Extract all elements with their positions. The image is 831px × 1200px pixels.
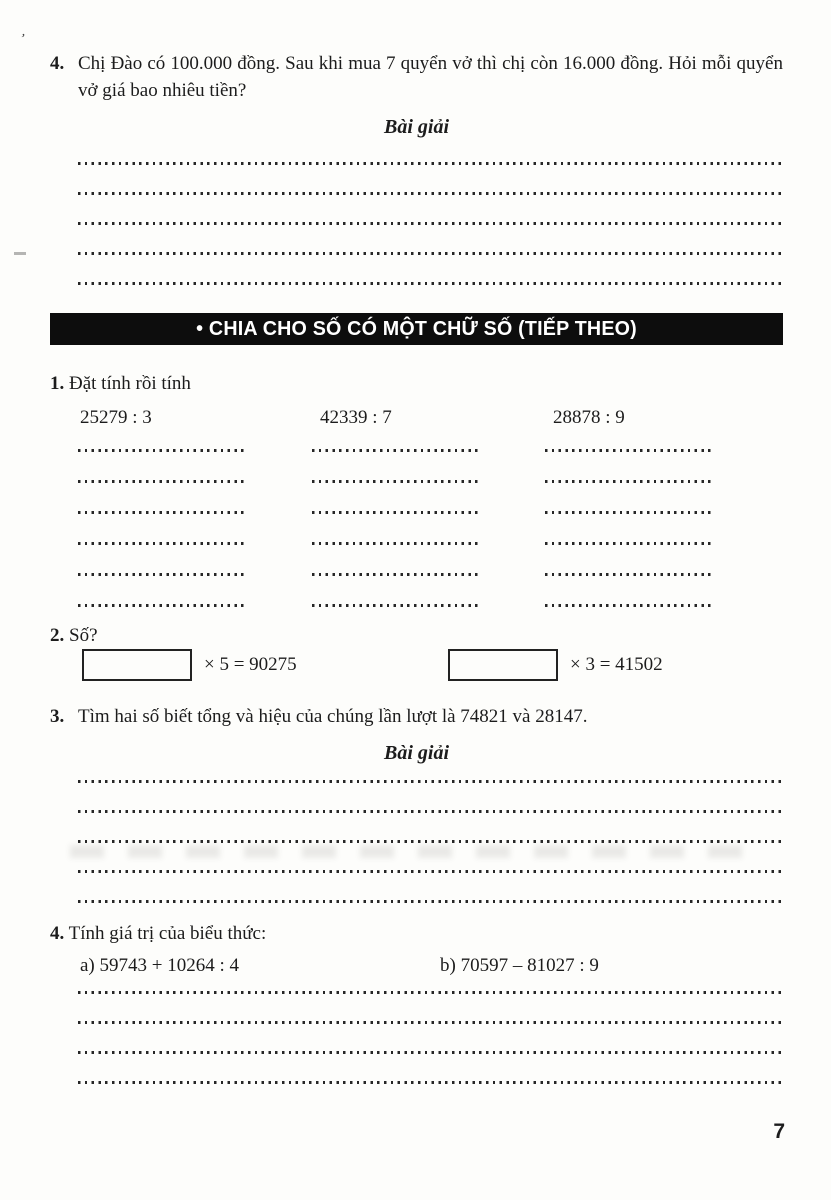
- answer-line: [78, 222, 783, 225]
- problem-text: Tìm hai số biết tổng và hiệu của chúng lần lượt là 74821 và 28147.: [78, 706, 588, 727]
- word-problem-4: [50, 50, 783, 104]
- answer-line: [78, 1021, 783, 1024]
- exercise-2-heading: [50, 623, 783, 649]
- answer-line: [78, 870, 783, 873]
- exercise-number: 1.: [50, 373, 65, 394]
- answer-line: [78, 1051, 783, 1054]
- exercise-instruction: Đặt tính rồi tính: [69, 373, 191, 394]
- problem-number: 3.: [50, 706, 65, 727]
- page-number: 7: [773, 1120, 785, 1143]
- answer-line: [78, 252, 783, 255]
- scan-dash-artifact: [14, 252, 26, 255]
- problem-number: 4.: [50, 53, 65, 74]
- answer-line: [78, 282, 783, 285]
- exercise-1-problems: [80, 405, 783, 431]
- answer-line: [78, 810, 783, 813]
- answer-box: [448, 649, 558, 681]
- answer-line: [78, 1081, 783, 1084]
- word-problem-3: [50, 703, 783, 730]
- equation: [448, 649, 663, 681]
- answer-line: [78, 480, 246, 483]
- answer-line-row: [78, 511, 713, 514]
- answer-lines-exercise-1: [78, 449, 713, 607]
- answer-line: [312, 511, 480, 514]
- exercise-number: 4.: [50, 923, 65, 944]
- answer-line: [78, 840, 783, 843]
- division-problem: 42339 : 7: [320, 407, 392, 428]
- answer-line: [312, 542, 480, 545]
- answer-lines-exercise-3: [78, 780, 783, 903]
- division-problem: 28878 : 9: [553, 407, 625, 428]
- answer-line: [78, 991, 783, 994]
- expression-part: a) 59743 + 10264 : 4: [80, 955, 240, 976]
- answer-line: [78, 192, 783, 195]
- answer-line-row: [78, 573, 713, 576]
- answer-line: [545, 573, 713, 576]
- answer-line-row: [78, 480, 713, 483]
- answer-line: [312, 449, 480, 452]
- answer-line: [78, 780, 783, 783]
- expression-part: b) 70597 – 81027 : 9: [440, 955, 599, 976]
- answer-line: [545, 604, 713, 607]
- answer-line: [312, 573, 480, 576]
- exercise-1-heading: [50, 371, 783, 397]
- answer-lines-intro: [78, 162, 783, 285]
- equation-text: × 5 = 90275: [204, 654, 297, 675]
- answer-line-row: [78, 449, 713, 452]
- section-banner: [50, 313, 783, 345]
- answer-line: [78, 162, 783, 165]
- page-content: [50, 50, 783, 1084]
- answer-box: [82, 649, 192, 681]
- answer-line: [545, 480, 713, 483]
- exercise-instruction: Tính giá trị của biểu thức:: [68, 923, 267, 944]
- answer-line: [78, 900, 783, 903]
- scan-speck-artifact: ’: [18, 31, 27, 48]
- answer-line: [545, 511, 713, 514]
- exercise-instruction: Số?: [69, 625, 98, 646]
- answer-line: [545, 449, 713, 452]
- exercise-2-equations: [50, 649, 783, 687]
- section-title: • CHIA CHO SỐ CÓ MỘT CHỮ SỐ (TIẾP THEO): [196, 317, 637, 340]
- answer-line-row: [78, 542, 713, 545]
- answer-line: [78, 449, 246, 452]
- answer-line: [78, 511, 246, 514]
- answer-line: [312, 604, 480, 607]
- solution-heading: Bài giải: [383, 742, 449, 764]
- division-problem: 25279 : 3: [80, 407, 152, 428]
- exercise-number: 2.: [50, 625, 65, 646]
- exercise-4-heading: [50, 921, 783, 947]
- exercise-4-parts: [80, 953, 783, 979]
- answer-line: [78, 542, 246, 545]
- problem-text: Chị Đào có 100.000 đồng. Sau khi mua 7 quyển vở thì chị còn 16.000 đồng. Hỏi mỗi quyển vở giá bao nhiêu tiền?: [78, 53, 783, 101]
- answer-lines-exercise-4: [78, 991, 783, 1084]
- equation-text: × 3 = 41502: [570, 654, 663, 675]
- answer-line: [78, 604, 246, 607]
- equation: [82, 649, 297, 681]
- answer-line: [78, 573, 246, 576]
- answer-line-row: [78, 604, 713, 607]
- solution-heading: Bài giải: [383, 116, 449, 138]
- answer-line: [312, 480, 480, 483]
- answer-line: [545, 542, 713, 545]
